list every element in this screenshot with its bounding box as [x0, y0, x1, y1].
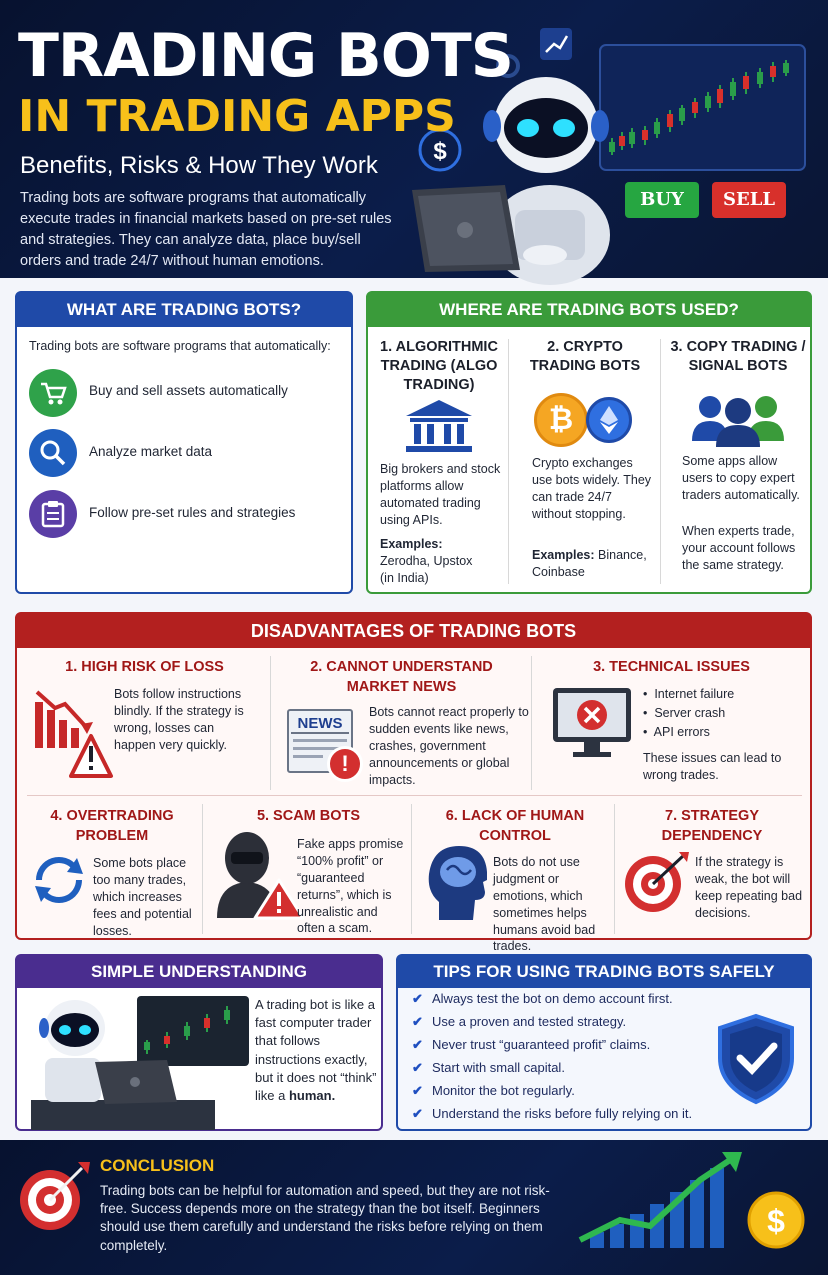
search-icon	[29, 429, 77, 477]
where-col3-text2: When experts trade, your account follows the same strategy.	[682, 524, 796, 572]
check-icon: ✔	[412, 1083, 423, 1098]
what-heading: WHAT ARE TRADING BOTS?	[17, 293, 351, 327]
hero-description: Trading bots are software programs that automatically execute trades in financial markets based on pre-set rules and strategies. They can analyze data, place buy/sell orders and trade 24/7 without human emotions.	[20, 190, 392, 270]
disadv-1-text: Bots follow instructions blindly. If the strategy is wrong, losses can happen very quickly.	[114, 687, 244, 752]
what-item-rules: Follow pre-set rules and strategies	[89, 505, 296, 520]
tip-item-5	[412, 1083, 575, 1099]
disadv-7-title: 7. STRATEGY DEPENDENCY	[661, 808, 763, 844]
tip-item-2	[412, 1014, 626, 1030]
disadv-3-title: 3. TECHNICAL ISSUES	[593, 659, 750, 675]
tip-item-3-text: Never trust “guaranteed profit” claims.	[432, 1037, 651, 1052]
tip-item-3	[412, 1037, 650, 1053]
disadv-7-text: If the strategy is weak, the bot will keep repeating bad decisions.	[695, 855, 803, 920]
check-icon: ✔	[412, 1014, 423, 1029]
disadvantages-heading: DISADVANTAGES OF TRADING BOTS	[17, 614, 810, 648]
where-col1-text: Big brokers and stock platforms allow automated trading using APIs.	[380, 462, 501, 527]
cart-icon	[29, 369, 77, 417]
where-col2-text: Crypto exchanges use bots widely. They can trade 24/7 without stopping.	[532, 456, 652, 521]
refresh-cycle-icon	[29, 854, 89, 906]
disadv-2-title: 2. CANNOT UNDERSTAND MARKET NEWS	[310, 659, 493, 695]
disadvantages-card	[15, 612, 812, 954]
tip-item-4	[412, 1060, 565, 1076]
human-brain-icon	[425, 842, 491, 922]
tip-item-6-text: Understand the risks before fully relying on it.	[432, 1106, 693, 1121]
page-title: TRADING BOTS	[18, 21, 513, 91]
conclusion-banner	[0, 1140, 828, 1275]
disadv-4-title: 4. OVERTRADING PROBLEM	[50, 808, 174, 844]
monitor-error-icon	[551, 686, 633, 760]
where-col1-title: 1. ALGORITHMIC TRADING (ALGO TRADING)	[380, 339, 498, 393]
simple-heading: SIMPLE UNDERSTANDING	[17, 956, 381, 988]
disadv-5-title: 5. SCAM BOTS	[256, 808, 361, 824]
disadv-6-text: Bots do not use judgment or emotions, which sometimes helps humans avoid bad trades.	[493, 855, 596, 954]
where-col2-examples	[532, 547, 657, 581]
check-icon: ✔	[412, 1106, 423, 1121]
tips-heading: TIPS FOR USING TRADING BOTS SAFELY	[398, 956, 810, 988]
hero-banner	[0, 0, 828, 278]
disadv-3-bullet-2-text: Server crash	[654, 706, 726, 720]
tip-item-1	[412, 991, 673, 1007]
simple-card	[15, 954, 383, 1131]
disadv-1-title: 1. HIGH RISK OF LOSS	[65, 659, 224, 675]
where-col2-title: 2. CRYPTO TRADING BOTS	[529, 339, 641, 374]
where-col3-title: 3. COPY TRADING / SIGNAL BOTS	[670, 339, 806, 374]
disadv-3-bullet-1: • Internet failure	[643, 687, 735, 701]
what-item-buy-sell: Buy and sell assets automatically	[89, 383, 288, 398]
disadv-3-text: These issues can lead to wrong trades.	[643, 751, 782, 782]
disadv-3-bullet-1-text: Internet failure	[654, 687, 735, 701]
tip-item-6	[412, 1106, 692, 1122]
disadv-3-bullet-3: • API errors	[643, 725, 710, 739]
conclusion-text: Trading bots can be helpful for automation and speed, but they are not risk-free. Success depends more on the strategy than the bot itself. Beginners should use them carefully and understand the risks before relying on them completely.	[100, 1183, 550, 1253]
where-col2-examples-label: Examples:	[532, 548, 595, 562]
where-heading: WHERE ARE TRADING BOTS USED?	[368, 293, 810, 327]
bitcoin-icon: ₿	[534, 393, 588, 447]
simple-text-main: A trading bot is like a fast computer trader that follows instructions exactly, but it does not “think” like a	[255, 997, 377, 1103]
target-icon	[623, 850, 693, 914]
where-col1-examples: Zerodha, Upstox (in India)	[380, 554, 473, 585]
page-subtitle: Benefits, Risks & How They Work	[20, 152, 378, 179]
bank-icon	[404, 398, 474, 454]
svg-text:$: $	[767, 1203, 785, 1239]
disadv-6-title: 6. LACK OF HUMAN CONTROL	[445, 808, 585, 844]
check-icon: ✔	[412, 1037, 423, 1052]
hacker-icon	[207, 828, 307, 920]
tip-item-2-text: Use a proven and tested strategy.	[432, 1014, 627, 1029]
simple-text-bold: human.	[288, 1087, 336, 1103]
where-col2-examples-value: Binance, Coinbase	[532, 548, 647, 579]
loss-chart-icon	[33, 684, 113, 784]
what-item-analyze: Analyze market data	[89, 444, 213, 459]
ethereum-icon	[586, 397, 632, 443]
tip-item-1-text: Always test the bot on demo account first.	[432, 991, 673, 1006]
check-icon: ✔	[412, 991, 423, 1006]
sell-button[interactable]: SELL	[712, 182, 786, 218]
robot-laptop-illustration	[27, 992, 257, 1130]
page-title-secondary: IN TRADING APPS	[18, 91, 456, 142]
where-card	[366, 291, 812, 594]
tip-item-5-text: Monitor the bot regularly.	[432, 1083, 575, 1098]
where-col1-examples-label: Examples:	[380, 537, 443, 551]
disadv-3-bullet-2: • Server crash	[643, 706, 726, 720]
disadv-2-text: Bots cannot react properly to sudden events like news, crashes, government announcements or global impacts.	[369, 705, 529, 787]
disadv-3-bullet-3-text: API errors	[653, 725, 710, 739]
where-col3-text1: Some apps allow users to copy expert traders automatically.	[682, 454, 800, 502]
tip-item-4-text: Start with small capital.	[432, 1060, 565, 1075]
disadv-5-text: Fake apps promise “100% profit” or “guaranteed returns”, which is unrealistic and often a scam.	[297, 837, 404, 936]
users-group-icon	[690, 391, 786, 447]
what-intro: Trading bots are software programs that automatically:	[29, 339, 331, 353]
what-card	[15, 291, 353, 594]
alert-icon: !	[327, 746, 363, 782]
buy-button[interactable]: BUY	[625, 182, 699, 218]
newspaper-label: NEWS	[291, 715, 349, 734]
svg-text:$: $	[433, 138, 447, 165]
conclusion-heading: CONCLUSION	[100, 1156, 215, 1175]
simple-text	[255, 996, 380, 1105]
disadv-4-text: Some bots place too many trades, which increases fees and potential losses.	[93, 856, 192, 938]
shield-check-icon	[716, 1012, 796, 1104]
clipboard-icon	[29, 490, 77, 538]
check-icon: ✔	[412, 1060, 423, 1075]
